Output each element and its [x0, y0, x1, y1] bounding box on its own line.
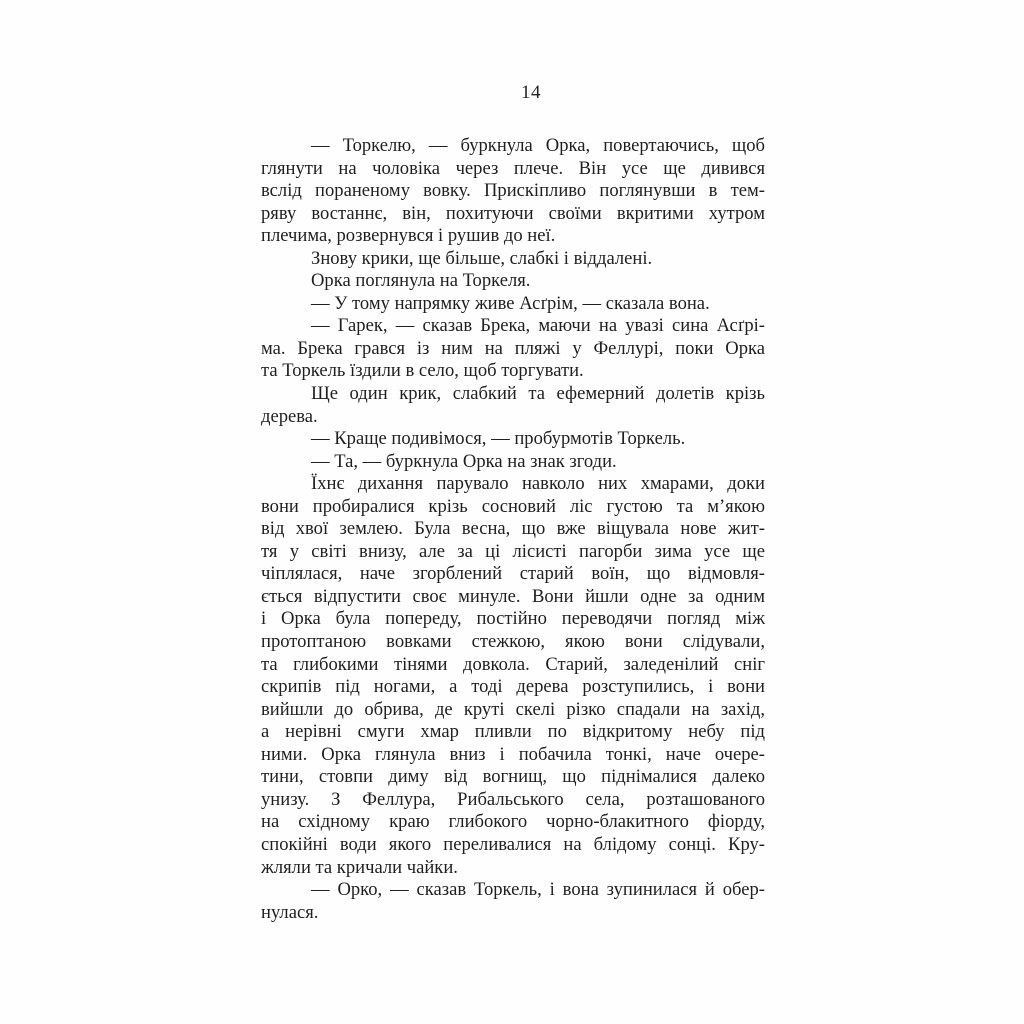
text-line: — Торкелю, — буркнула Орка, повертаючись, щоб: [311, 135, 765, 156]
text-line: — Орко, — сказав Торкель, і вона зупинилася й обер-: [311, 879, 765, 901]
text-line: вийшли до обрива, де круті скелі різко спадали на захід,: [261, 698, 765, 720]
paragraph: [261, 428, 765, 451]
text-line: від хвої землею. Була весна, що вже віщувала нове жит-: [261, 518, 765, 540]
text-line: ється відпустити своє минуле. Вони йшли одне за одним: [261, 585, 765, 607]
text-line: вони пробиралися крізь сосновий ліс густою та м’якою: [261, 495, 765, 517]
text-line: тини, стовпи диму від вогнищ, що піднімалися далеко: [261, 766, 765, 788]
text-line: ними. Орка глянула вниз і побачила тонкі, наче очере-: [261, 743, 765, 765]
paragraph: [261, 879, 765, 924]
text-line: тя у світі внизу, але за ці лісисті пагорби зима усе ще: [261, 540, 765, 562]
paragraph: [261, 383, 765, 428]
text-line: нулася.: [261, 901, 319, 923]
paragraph: [261, 473, 765, 879]
text-line: ряву востаннє, він, похитуючи своїми вкритими хутром: [261, 202, 765, 224]
text-line: Ще один крик, слабкий та ефемерний долетів крізь: [311, 383, 765, 405]
paragraph: [261, 293, 765, 316]
text-line: та глибокими тінями довкола. Старий, заледенілий сніг: [261, 653, 765, 675]
text-line: чіплялася, наче згорблений старий воїн, що відмовля-: [261, 563, 765, 585]
text-line: на східному краю глибокого чорно-блакитного фіорду,: [261, 811, 765, 833]
text-line: протоптаною вовками стежкою, якою вони слідували,: [261, 631, 765, 653]
page-number: 14: [521, 82, 541, 103]
paragraph: [261, 315, 765, 383]
text-line: Їхнє дихання парувало навколо них хмарами, доки: [311, 473, 765, 495]
text-line: — Гарек, — сказав Брека, маючи на увазі сина Асґрі-: [311, 315, 765, 337]
paragraph: [261, 248, 765, 271]
paragraph: [261, 451, 765, 474]
text-line: спокійні води якого переливалися на блідому сонці. Кру-: [261, 833, 765, 855]
text-line: та Торкель їздили в село, щоб торгувати.: [261, 360, 584, 382]
text-line: Знову крики, ще більше, слабкі і віддалені.: [311, 247, 653, 269]
text-line: скрипів під ногами, а тоді дерева розступились, і вони: [261, 676, 765, 698]
paragraph: [261, 135, 765, 248]
text-line: ма. Брека грався із ним на пляжі у Феллурі, поки Орка: [261, 337, 765, 359]
text-line: унизу. З Феллура, Рибальського села, розташованого: [261, 788, 765, 810]
text-line: і Орка була попереду, постійно переводячи погляд між: [261, 608, 765, 630]
text-line: дерева.: [261, 405, 318, 427]
paragraph: [261, 270, 765, 293]
text-line: вслід пораненому вовку. Прискіпливо поглянувши в тем-: [261, 180, 765, 202]
text-line: — Та, — буркнула Орка на знак згоди.: [311, 450, 617, 472]
text-line: Орка поглянула на Торкеля.: [311, 270, 531, 292]
text-line: глянути на чоловіка через плече. Він усе ще дивився: [261, 157, 765, 179]
text-line: — Краще подивімося, — пробурмотів Торкель.: [311, 428, 686, 450]
text-line: а нерівні смуги хмар пливли по відкритому небу під: [261, 721, 765, 743]
text-line: — У тому напрямку живе Асґрім, — сказала вона.: [311, 292, 710, 314]
body-text: [261, 135, 765, 924]
text-line: плечима, розвернувся і рушив до неї.: [261, 225, 556, 247]
text-line: жляли та кричали чайки.: [261, 856, 458, 878]
